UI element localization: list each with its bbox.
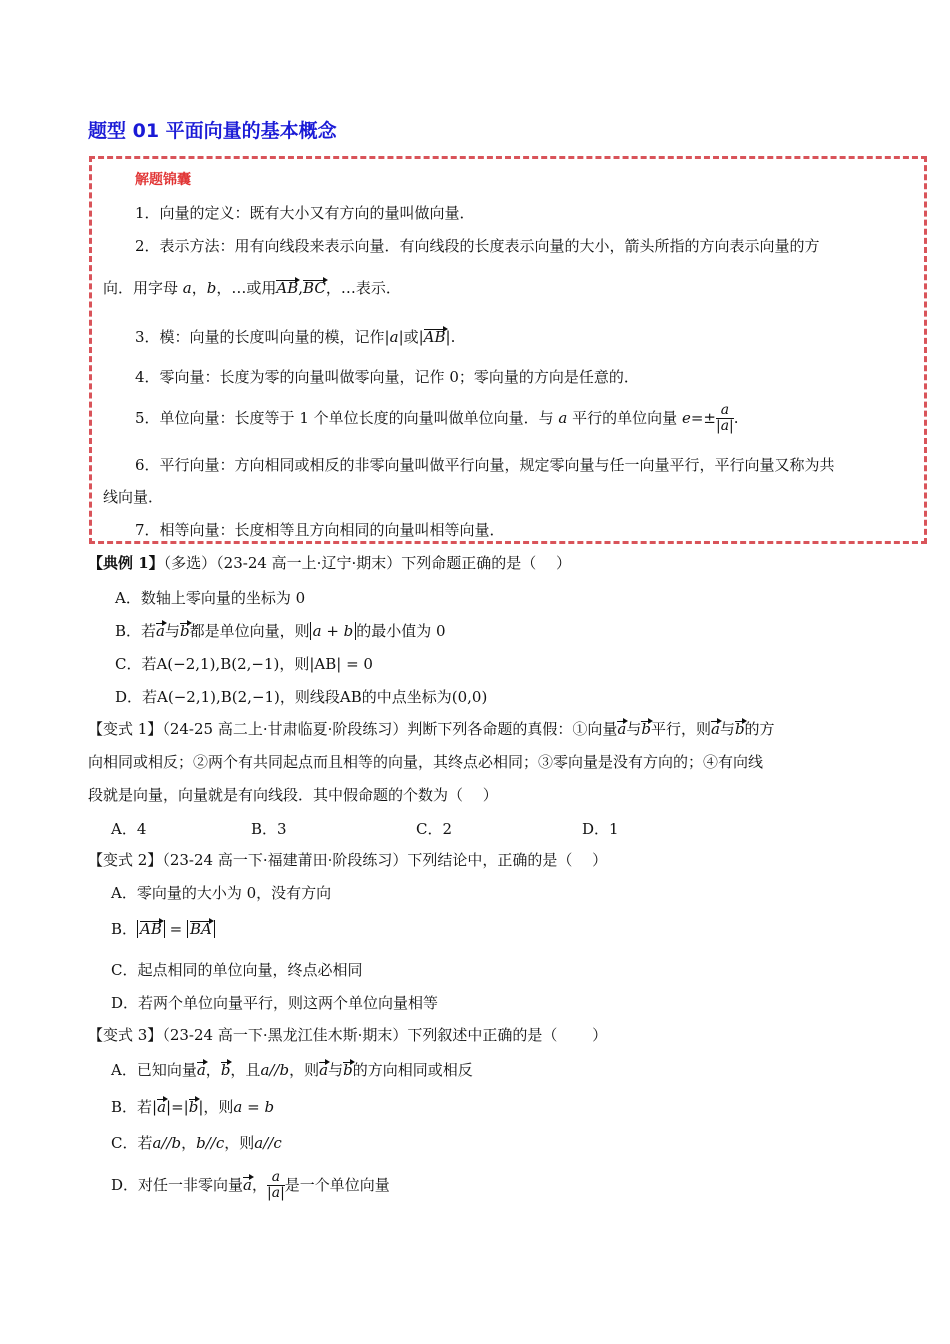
parallel-expression: a//b	[260, 1061, 290, 1079]
text: 与	[328, 1061, 344, 1079]
text: ，	[251, 1175, 267, 1194]
example1-stem	[88, 552, 571, 573]
variant1-option-b: B．3	[251, 820, 287, 838]
parallel-expression: a//b	[152, 1134, 182, 1152]
vector-b: b	[188, 1098, 199, 1116]
numerator: a	[267, 1170, 285, 1186]
parallel-expression: b//c	[196, 1134, 225, 1152]
text: ，则	[224, 1134, 255, 1152]
vector-a: a	[156, 622, 165, 640]
vector-a: a	[319, 1061, 329, 1079]
text: ，且	[230, 1061, 261, 1079]
text: （23-24 高一下·黑龙江佳木斯·期末）下列叙述中正确的是（ ）	[162, 1026, 608, 1044]
text: B．	[111, 920, 138, 938]
vector-ab: AB	[140, 920, 162, 938]
text: |=|	[166, 1098, 189, 1116]
variant2-option-b	[111, 918, 215, 939]
variant2-option-d: D．若两个单位向量平行，则这两个单位向量相等	[111, 994, 439, 1012]
example1-option-d: D．若A(−2,1),B(2,−1)，则线段AB的中点坐标为(0,0)	[115, 688, 488, 706]
text: .	[733, 408, 739, 427]
denominator: |a|	[715, 418, 734, 435]
text: （24-25 高二上·甘肃临夏·阶段练习）判断下列各命题的真假：①向量	[162, 720, 618, 738]
text: 5．单位向量：长度等于 1 个单位长度的向量叫做单位向量．与	[135, 408, 554, 427]
variant1-line1	[88, 718, 775, 739]
variant1-line2: 向相同或相反；②两个有共同起点而且相等的向量，其终点必相同；③零向量是没有方向的；④有向线	[88, 753, 764, 771]
tip-item-3	[135, 326, 455, 347]
variant2-stem	[88, 849, 607, 870]
tip-item-2b: 向．用字母 a，b，…或用AB,BC，…表示．	[103, 279, 401, 297]
letter-a: a	[389, 328, 399, 346]
tip-item-4: 4．零向量：长度为零的向量叫做零向量，记作 0；零向量的方向是任意的．	[135, 368, 639, 386]
example1-option-a: A．数轴上零向量的坐标为 0	[115, 589, 306, 607]
text: 与	[626, 720, 642, 738]
fraction-a-over-abs-a	[267, 1170, 285, 1202]
vector-ba: BA	[190, 920, 212, 938]
vector-b: b	[220, 1061, 231, 1079]
vector-b: b	[180, 622, 190, 640]
vector-a: a	[617, 720, 627, 738]
text: D．对任一非零向量	[111, 1175, 244, 1194]
text: B．若|	[111, 1098, 158, 1116]
vector-ab: AB	[423, 328, 446, 346]
text: ，…表示．	[325, 279, 401, 297]
abs-vector-ba	[187, 920, 215, 938]
vector-b: b	[641, 720, 651, 738]
text: ，	[205, 1061, 221, 1079]
letter-e: e	[681, 408, 691, 427]
text: ，…或用	[216, 279, 277, 297]
vector-a: a	[710, 720, 720, 738]
variant-label: 【变式 3】	[88, 1026, 163, 1044]
text: （多选）（23-24 高一上·辽宁·期末）下列命题正确的是（ ）	[163, 554, 571, 572]
text: ，则	[289, 1061, 320, 1079]
variant3-stem	[88, 1024, 607, 1045]
text: B．若	[115, 622, 157, 640]
variant1-option-c: C．2	[416, 820, 453, 838]
letter-a: a	[182, 279, 192, 297]
text: 3．模：向量的长度叫向量的模，记作|	[135, 328, 390, 346]
tip-item-6b: 线向量．	[103, 488, 164, 506]
variant3-option-a	[111, 1059, 473, 1080]
text: （23-24 高一下·福建莆田·阶段练习）下列结论中，正确的是（ ）	[162, 851, 608, 869]
section-title: 题型 01 平面向量的基本概念	[88, 120, 337, 142]
variant1-line3: 段就是向量，向量就是有向线段．其中假命题的个数为（ ）	[88, 786, 498, 804]
text: 向．用字母	[103, 279, 179, 297]
parallel-expression: a//c	[254, 1134, 282, 1152]
text: |或|	[398, 328, 424, 346]
tip-item-2a: 2．表示方法：用有向线段来表示向量．有向线段的长度表示向量的大小，箭头所指的方向表示向量的方	[135, 237, 820, 255]
abs-vector-ab	[137, 920, 165, 938]
text: ，	[181, 1134, 197, 1152]
vector-a: a	[243, 1175, 252, 1194]
numerator: a	[716, 403, 734, 419]
variant1-option-d: D．1	[582, 820, 619, 838]
text: =±	[690, 408, 716, 427]
text: |.	[445, 328, 456, 346]
variant-label: 【变式 1】	[88, 720, 163, 738]
variant3-option-c	[111, 1132, 282, 1153]
text: 是一个单位向量	[284, 1175, 390, 1194]
vector-a: a	[157, 1098, 167, 1116]
fraction-a-over-abs-a	[716, 403, 734, 435]
text: A．已知向量	[111, 1061, 197, 1079]
denominator: |a|	[267, 1185, 285, 1202]
tip-item-5	[135, 403, 739, 435]
text: 平行，则	[650, 720, 711, 738]
letter-a: a	[558, 408, 568, 427]
text: 平行的单位向量	[572, 408, 678, 427]
vector-b: b	[734, 720, 745, 738]
vector-a: a	[196, 1061, 206, 1079]
tip-item-6a: 6．平行向量：方向相同或相反的非零向量叫做平行向量，规定零向量与任一向量平行，平行向量又称为共	[135, 456, 835, 474]
variant3-option-d	[111, 1170, 390, 1202]
variant1-option-a: A．4	[111, 820, 147, 838]
text: =	[169, 920, 183, 938]
variant2-option-c: C．起点相同的单位向量，终点必相同	[111, 961, 363, 979]
example-label: 【典例 1】	[88, 554, 164, 572]
tips-heading: 解题锦囊	[135, 172, 191, 188]
vector-bc: BC	[303, 279, 326, 297]
text: 的方向相同或相反	[352, 1061, 473, 1079]
vector-b: b	[343, 1061, 353, 1079]
vector-ab: AB	[276, 279, 299, 297]
text: |，则	[198, 1098, 234, 1116]
text: 与	[164, 622, 180, 640]
example1-option-c: C．若A(−2,1),B(2,−1)，则|AB| = 0	[115, 655, 373, 673]
tip-item-7: 7．相等向量：长度相等且方向相同的向量叫相等向量．	[135, 521, 505, 539]
text: C．若	[111, 1134, 153, 1152]
tip-item-1: 1．向量的定义：既有大小又有方向的量叫做向量．	[135, 204, 475, 222]
equal-expression: a = b	[233, 1098, 275, 1116]
text: 与	[719, 720, 735, 738]
text: 的最小值为 0	[356, 622, 446, 640]
variant3-option-b	[111, 1096, 274, 1117]
variant2-option-a: A．零向量的大小为 0，没有方向	[111, 884, 332, 902]
text: 的方	[744, 720, 775, 738]
variant-label: 【变式 2】	[88, 851, 163, 869]
text: 都是单位向量，则	[189, 622, 310, 640]
abs-expression: a + b	[310, 622, 357, 640]
example1-option-b	[115, 620, 446, 641]
letter-b: b	[206, 279, 217, 297]
